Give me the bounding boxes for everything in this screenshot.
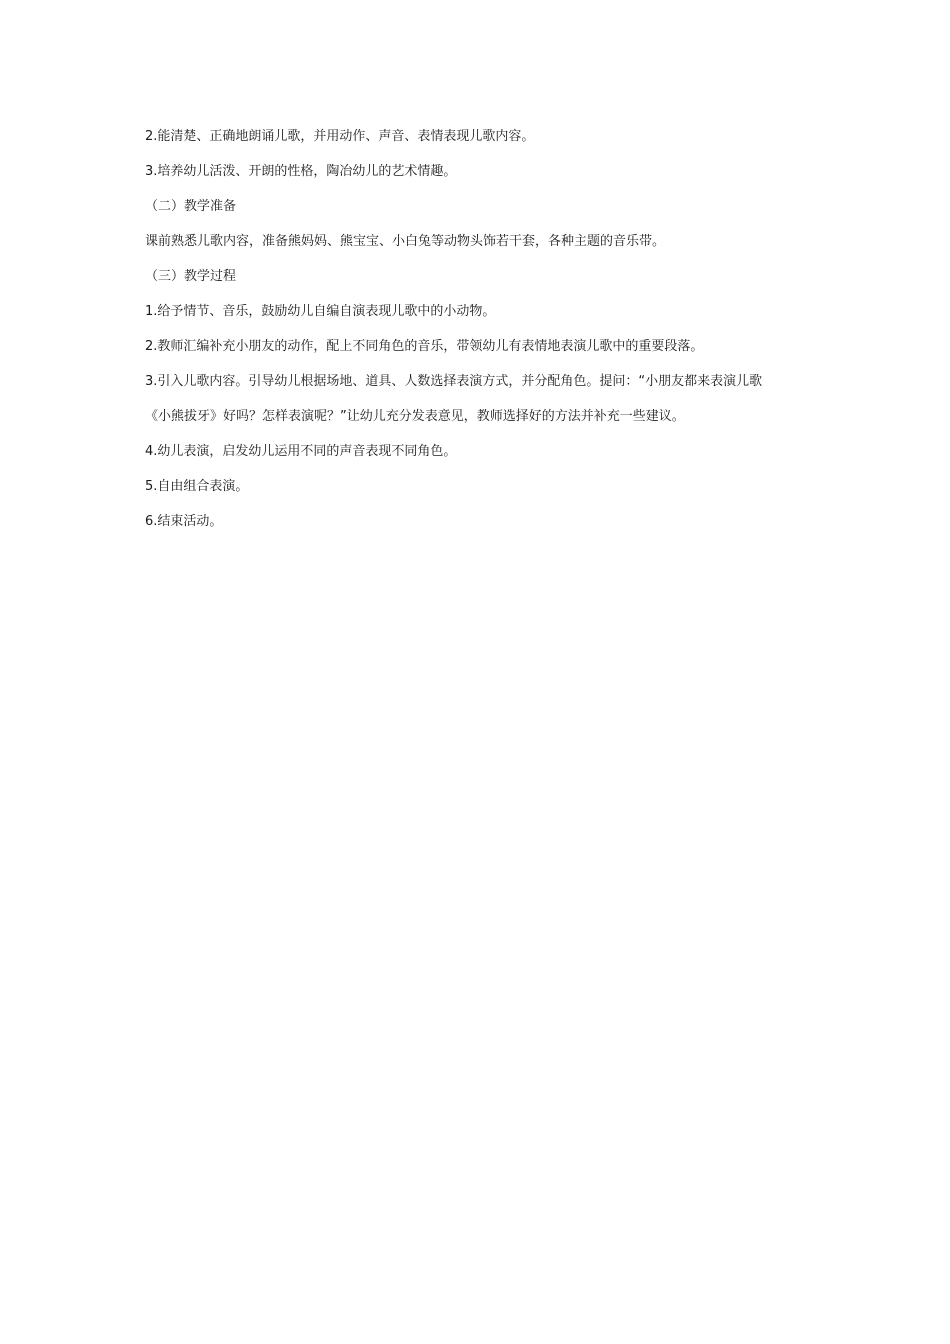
section-heading-process: （三）教学过程: [145, 269, 237, 284]
process-step-3-continued: 《小熊拔牙》好吗？怎样表演呢？”让幼儿充分发表意见，教师选择好的方法并补充一些建议。: [145, 409, 685, 424]
process-step-2: 2.教师汇编补充小朋友的动作，配上不同角色的音乐，带领幼儿有表情地表演儿歌中的重要段落。: [145, 339, 704, 354]
process-step-5: 5.自由组合表演。: [145, 479, 249, 494]
process-step-6: 6.结束活动。: [145, 514, 223, 529]
section-heading-preparation: （二）教学准备: [145, 199, 237, 214]
process-step-4: 4.幼儿表演，启发幼儿运用不同的声音表现不同角色。: [145, 444, 457, 459]
objective-2: 2.能清楚、正确地朗诵儿歌，并用动作、声音、表情表现儿歌内容。: [145, 129, 535, 144]
process-step-3: 3.引入儿歌内容。引导幼儿根据场地、道具、人数选择表演方式，并分配角色。提问：“小朋友都来表演儿歌: [145, 374, 763, 389]
document-body: [145, 126, 825, 546]
preparation-text: 课前熟悉儿歌内容，准备熊妈妈、熊宝宝、小白兔等动物头饰若干套，各种主题的音乐带。: [145, 234, 666, 249]
objective-3: 3.培养幼儿活泼、开朗的性格，陶冶幼儿的艺术情趣。: [145, 164, 457, 179]
process-step-1: 1.给予情节、音乐，鼓励幼儿自编自演表现儿歌中的小动物。: [145, 304, 496, 319]
